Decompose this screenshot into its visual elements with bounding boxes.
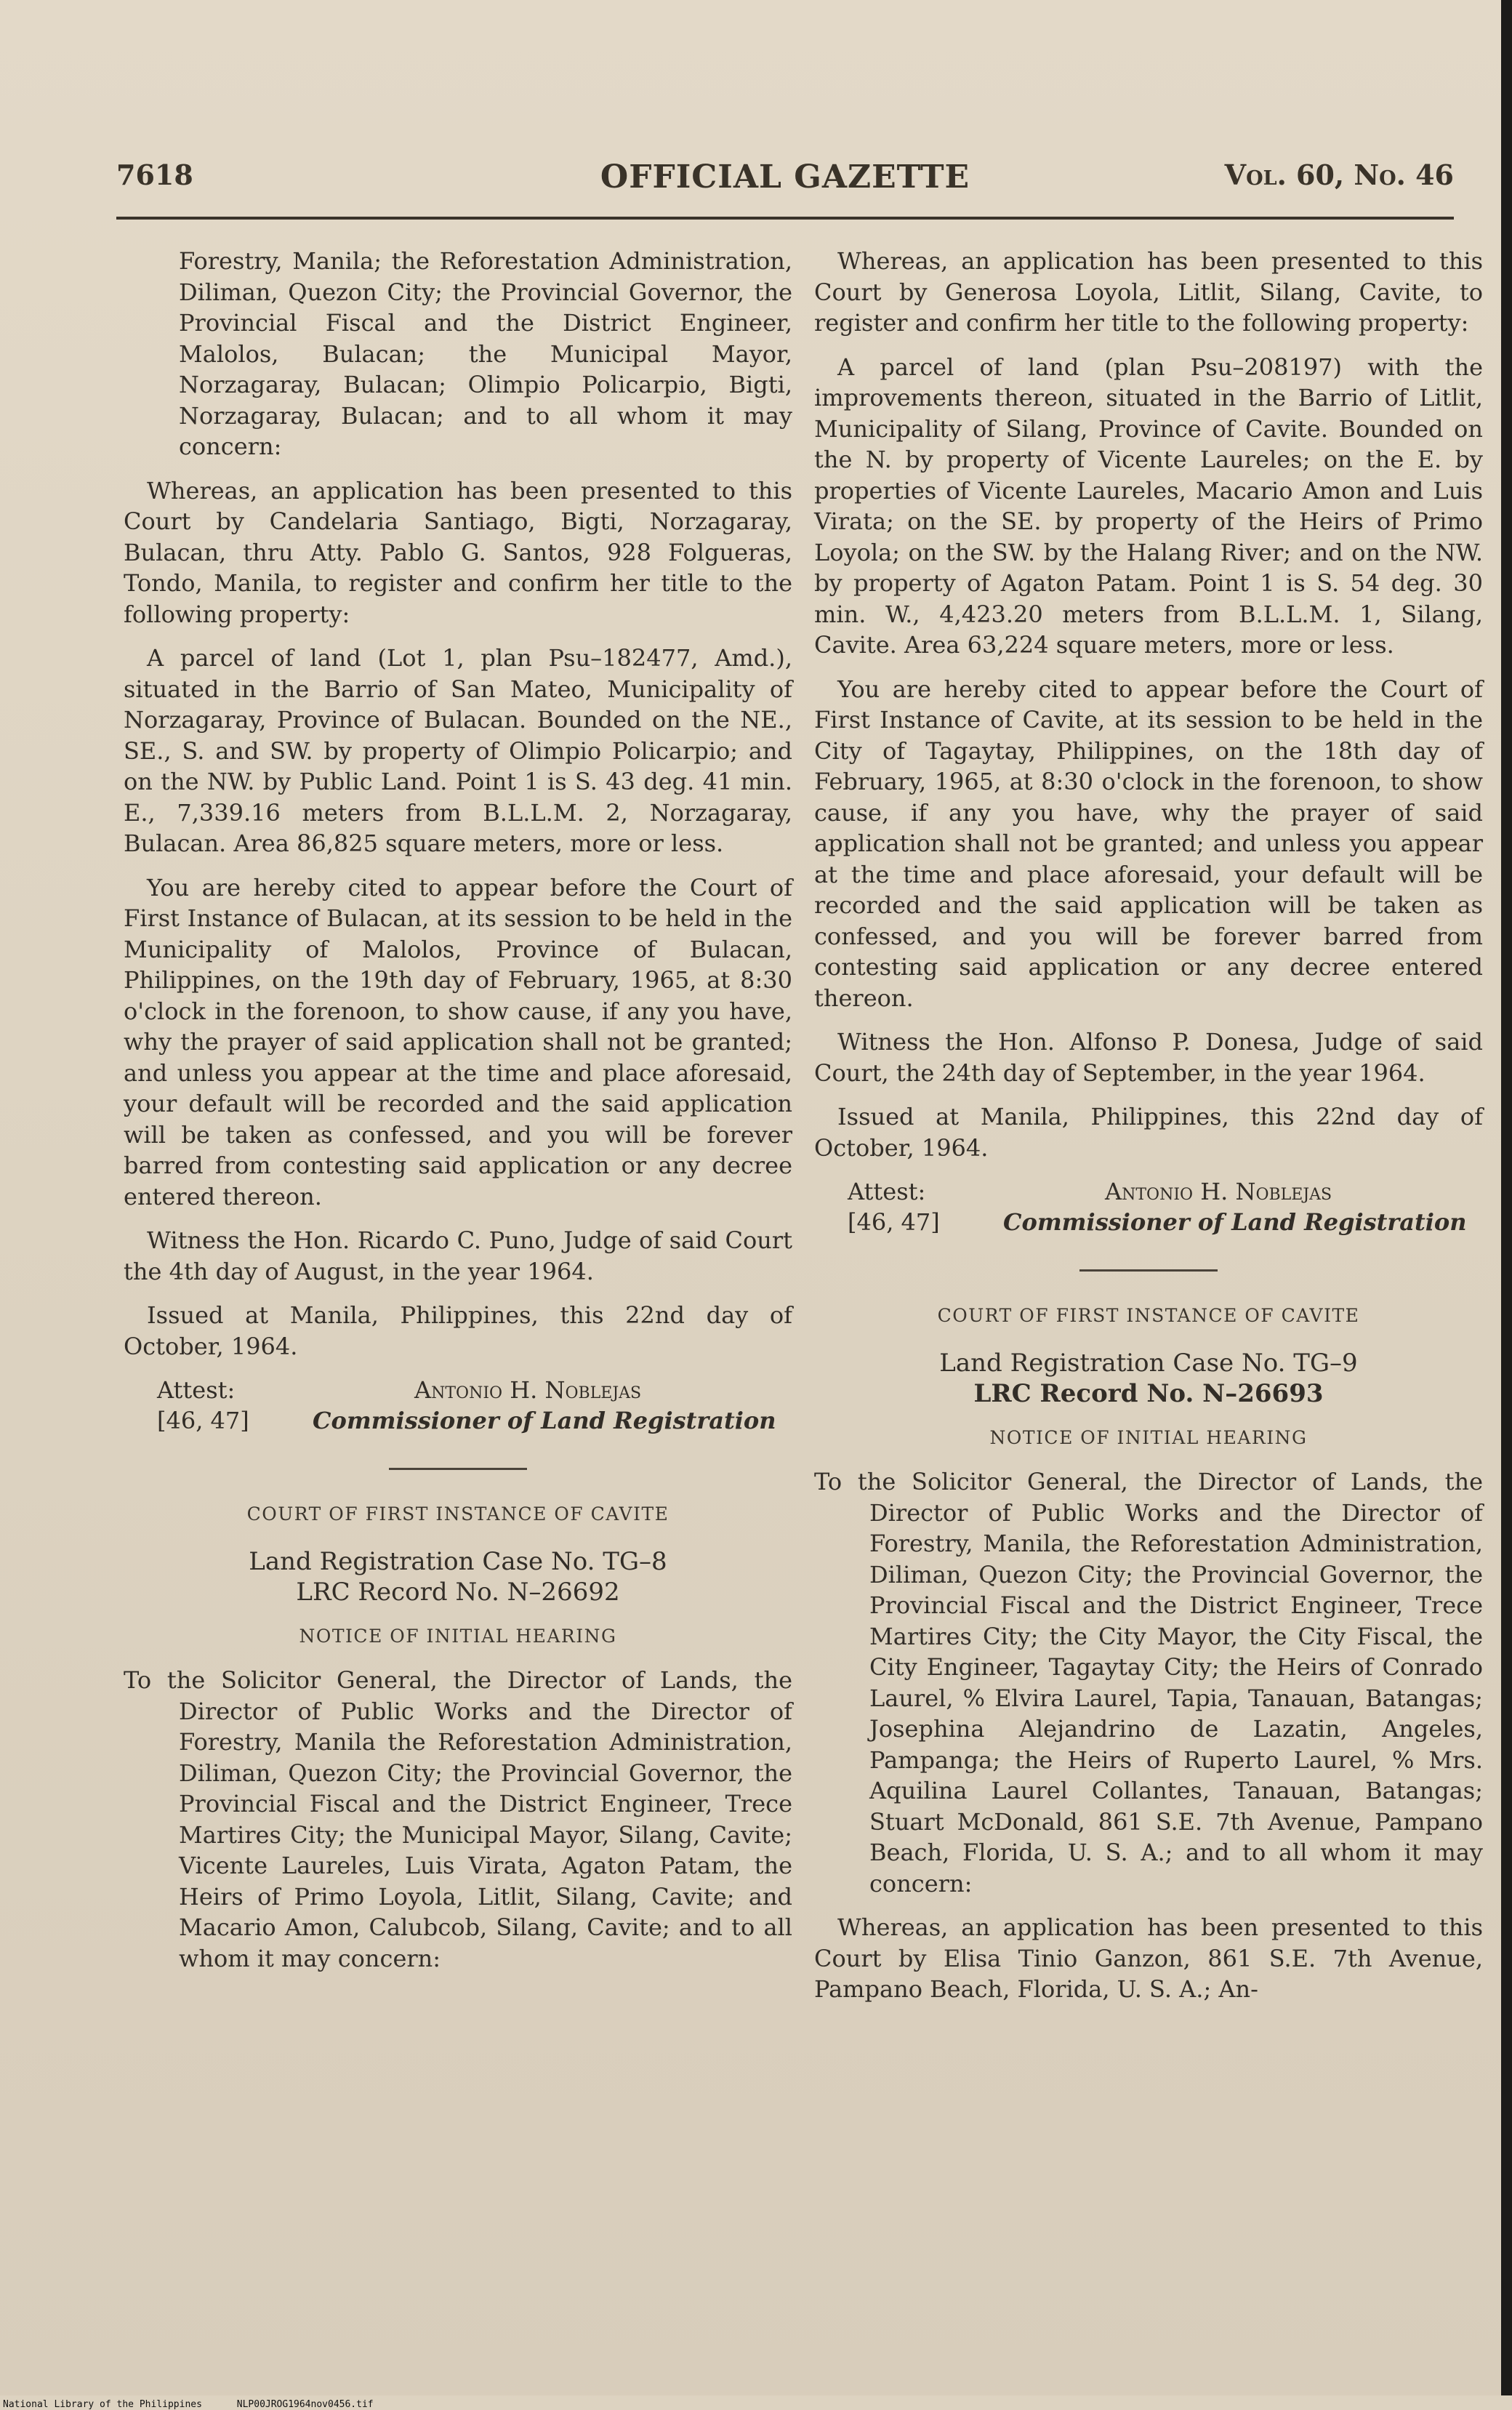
witness-paragraph: Witness the Hon. Ricardo C. Puno, Judge of said Court the 4th day of August, in the year 1964. [124, 1226, 792, 1285]
scan-filename: NLP00JROG1964nov0456.tif [236, 2399, 374, 2410]
section-divider [1079, 1269, 1218, 1272]
whereas-paragraph-continued: Whereas, an application has been presented to this Court by Elisa Tinio Ganzon, 861 S.E. 7th Avenue, Pampano Beach, Florida, U. S. A.; An- [814, 1913, 1483, 2003]
signatory-title: Commissioner of Land Registration [1003, 1208, 1467, 1236]
citation-paragraph: You are hereby cited to appear before the Court of First Instance of Bulacan, at its session to be held in the Municipality of Malolos, Province of Bulacan, Philippines, on the 19th day of February, 1965, at 8:30 o'clock in the forenoon, to show cause, if any you have, why the prayer of said application shall not be granted; and unless you appear at the time and place aforesaid, your default will be recorded and the said application will be taken as confessed, and you will be forever barred from contesting said application or any decree entered thereon. [124, 873, 792, 1210]
case-number: Land Registration Case No. TG–8 [249, 1546, 667, 1576]
left-column [124, 246, 792, 1987]
intro-addressees: Forestry, Manila; the Reforestation Administration, Diliman, Quezon City; the Provincial Governor, the Provincial Fiscal and the District Engineer, Malolos, Bulacan; the Municipal Mayor, Norzagaray, Bulacan; Olimpio Policarpio, Bigti, Norzagaray, Bulacan; and to all whom it may concern: [179, 247, 792, 460]
addressees-paragraph: To the Solicitor General, the Director of Lands, the Director of Public Works and the Director of Forestry, Manila the Reforestation Administration, Diliman, Quezon City; the Provincial Governor, the Provincial Fiscal and the District Engineer, Trece Martires City; the Municipal Mayor, Silang, Cavite; Vicente Laureles, Luis Virata, Agaton Patam, the Heirs of Primo Loyola, Litlit, Silang, Cavite; and Macario Amon, Calubcob, Silang, Cavite; and to all whom it may concern: [124, 1666, 792, 1972]
whereas-paragraph: Whereas, an application has been presented to this Court by Generosa Loyola, Litlit, Silang, Cavite, to register and confirm her title to the following property: [814, 247, 1483, 337]
section-divider [389, 1468, 527, 1470]
court-heading: COURT OF FIRST INSTANCE OF CAVITE [937, 1305, 1360, 1326]
issued-paragraph: Issued at Manila, Philippines, this 22nd day of October, 1964. [124, 1301, 792, 1360]
library-credit: National Library of the Philippines [3, 2399, 202, 2410]
right-column [814, 246, 1483, 2018]
issued-paragraph: Issued at Manila, Philippines, this 22nd day of October, 1964. [814, 1103, 1483, 1162]
page-number: 7618 [116, 158, 193, 191]
header-rule [116, 217, 1454, 220]
scan-edge [1501, 0, 1512, 2395]
attest-label: Attest: [157, 1376, 236, 1404]
issue-code: [46, 47] [848, 1208, 940, 1236]
parcel-description: A parcel of land (Lot 1, plan Psu–182477, Amd.), situated in the Barrio of San Mateo, Municipality of Norzagaray, Province of Bulacan. Bounded on the NE., SE., S. and SW. by property of Olimpio Policarpio; and on the NW. by Public Land. Point 1 is S. 43 deg. 41 min. E., 7,339.16 meters from B.L.L.M. 2, Norzagaray, Bulacan. Area 86,825 square meters, more or less. [124, 644, 792, 857]
notice-heading: NOTICE OF INITIAL HEARING [299, 1625, 617, 1647]
signatory-title: Commissioner of Land Registration [313, 1407, 776, 1434]
record-number: LRC Record No. N–26693 [973, 1379, 1324, 1408]
issue-code: [46, 47] [157, 1407, 249, 1434]
attestation-block [124, 1375, 792, 1440]
parcel-description: A parcel of land (plan Psu–208197) with the improvements thereon, situated in the Barrio of Litlit, Municipality of Silang, Province of Cavite. Bounded on the N. by property of Vicente Laureles; on the E. by properties of Vicente Laureles, Macario Amon and Luis Virata; on the SE. by property of the Heirs of Primo Loyola; on the SW. by the Halang River; and on the NW. by property of Agaton Patam. Point 1 is S. 54 deg. 30 min. W., 4,423.20 meters from B.L.L.M. 1, Silang, Cavite. Area 63,224 square meters, more or less. [814, 353, 1483, 659]
scan-footer [3, 2399, 403, 2410]
publication-title: OFFICIAL GAZETTE [600, 158, 970, 196]
attest-label: Attest: [848, 1178, 926, 1205]
signatory-name: Antonio H. Noblejas [414, 1376, 642, 1404]
whereas-paragraph: Whereas, an application has been presented to this Court by Candelaria Santiago, Bigti, Norzagaray, Bulacan, thru Atty. Pablo G. Santos, 928 Folgueras, Tondo, Manila, to register and confirm her title to the following property: [124, 476, 792, 628]
attestation-block [814, 1176, 1483, 1242]
record-number: LRC Record No. N–26692 [296, 1578, 620, 1607]
signatory-name: Antonio H. Noblejas [1105, 1178, 1332, 1205]
witness-paragraph: Witness the Hon. Alfonso P. Donesa, Judge of said Court, the 24th day of September, in the year 1964. [814, 1028, 1483, 1087]
page-header [116, 158, 1454, 202]
court-heading: COURT OF FIRST INSTANCE OF CAVITE [246, 1503, 669, 1525]
case-number: Land Registration Case No. TG–9 [939, 1348, 1358, 1378]
citation-paragraph: You are hereby cited to appear before the Court of First Instance of Cavite, at its session to be held in the City of Tagaytay, Philippines, on the 18th day of February, 1965, at 8:30 o'clock in the forenoon, to show cause, if any you have, why the prayer of said application shall not be granted; and unless you appear at the time and place aforesaid, your default will be recorded and the said application will be taken as confessed, and you will be forever barred from contesting said application or any decree entered thereon. [814, 675, 1483, 1012]
addressees-paragraph: To the Solicitor General, the Director of Lands, the Director of Public Works and the Director of Forestry, Manila, the Reforestation Administration, Diliman, Quezon City; the Provincial Governor, the Provincial Fiscal and the District Engineer, Trece Martires City; the City Mayor, the City Fiscal, the City Engineer, Tagaytay City; the Heirs of Conrado Laurel, % Elvira Laurel, Tapia, Tanauan, Batangas; Josephina Alejandrino de Lazatin, Angeles, Pampanga; the Heirs of Ruperto Laurel, % Mrs. Aquilina Laurel Collantes, Tanauan, Batangas; Stuart McDonald, 861 S.E. 7th Avenue, Pampano Beach, Florida, U. S. A.; and to all whom it may concern: [814, 1468, 1483, 1897]
volume-number: Vol. 60, No. 46 [1224, 158, 1454, 191]
notice-heading: NOTICE OF INITIAL HEARING [989, 1426, 1308, 1448]
